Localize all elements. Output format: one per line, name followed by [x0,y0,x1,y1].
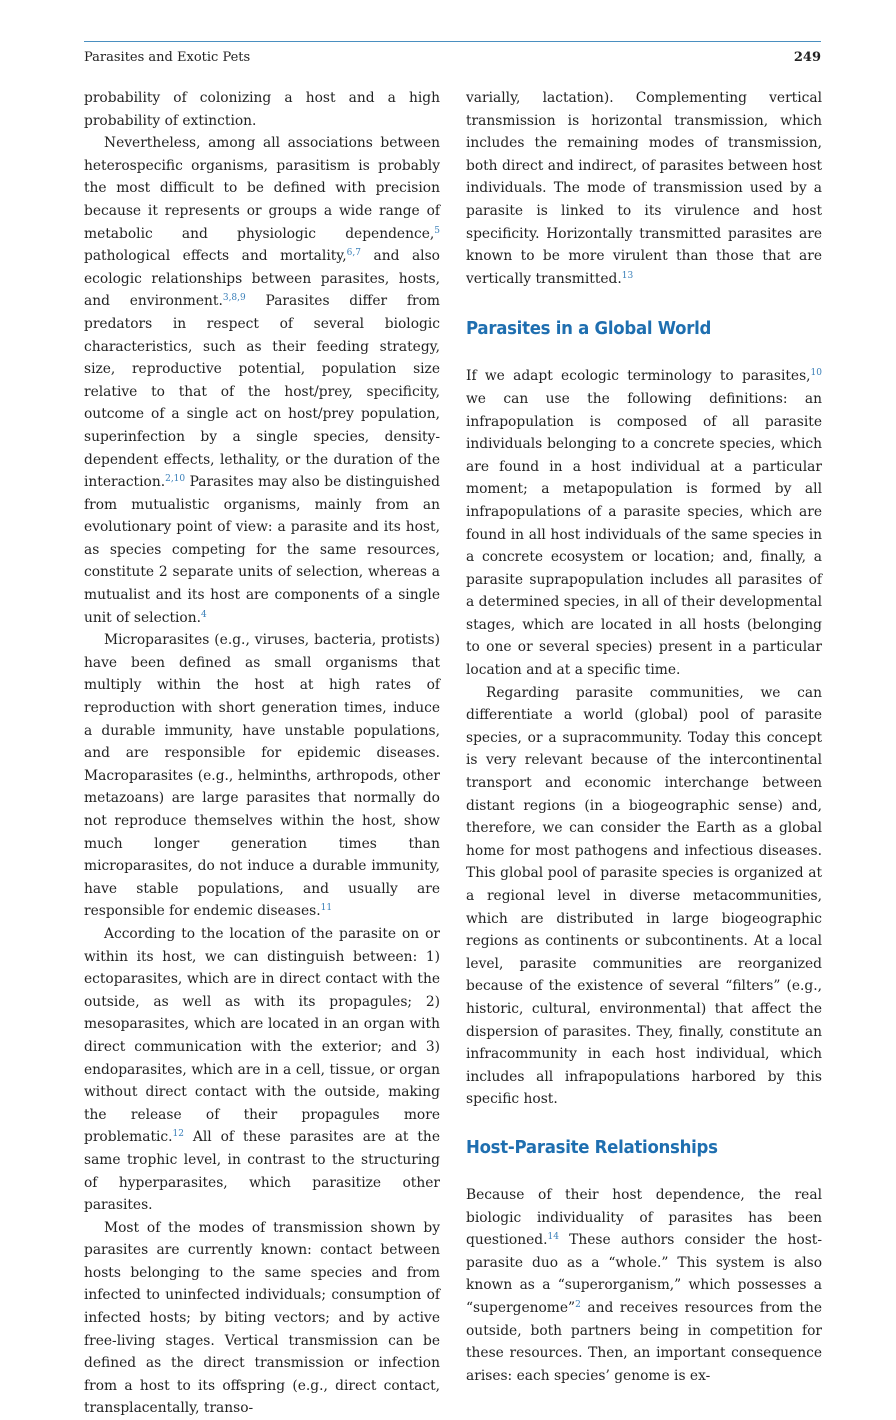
left-column [84,87,440,1420]
citation[interactable]: 3,8,9 [222,293,246,304]
header-rule [84,41,821,42]
citation[interactable]: 5 [434,225,440,236]
paragraph: Regarding parasite communities, we can differentiate a world (global) pool of parasite species, or a supracommunity. Today this concept is very relevant because of the intercontinental transport and economic interchange between distant regions (in a biogeographic sense) and, therefore, we can consider the Earth as a global home for most pathogens and infectious diseases. This global pool of parasite species is organized at a regional level in diverse metacommunities, which are distributed in large biogeographic regions as continents or subcontinents. At a local level, parasite communities are reorganized because of the existence of several “filters” (e.g., historic, cultural, environmental) that affect the dispersion of parasites. They, finally, constitute an infracommunity in each host individual, which includes all infrapopulations harbored by this specific host. [466,684,822,1108]
paragraph: Microparasites (e.g., viruses, bacteria, protists) have been defined as small organisms that multiply within the host at high rates of reproduction with short generation times, induce a durable immunity, have unstable populations, and are responsible for epidemic diseases. Macroparasites (e.g., helminths, arthropods, other metazoans) are large parasites that normally do not reproduce themselves within the host, show much longer generation times than microparasites, do not induce a durable immunity, have stable populations, and usually are responsible for endemic diseases.$^{11}$ [84,632,440,920]
paragraph: probability of colonizing a host and a high probability of extinction. [84,90,440,129]
section-heading-global-world: Parasites in a Global World [466,318,712,340]
paragraph: According to the location of the parasite on or within its host, we can distinguish between: 1) ectoparasites, which are in direct contact with the outside, as well as with its propagules; 2) mesoparasites, which are located in an organ with direct communication with the exterior; and 3) endoparasites, which are in a cell, tissue, or organ without direct contact with the outside, making the release of their propagules more problematic.$^{12}$ All of these parasites are at the same trophic level, in contrast to the structuring of hyperparasites, which parasitize other parasites. [84,925,440,1214]
right-column [466,87,822,1387]
citation[interactable]: 2 [575,1299,581,1310]
paragraph: varially, lactation). Complementing vertical transmission is horizontal transmission, which includes the remaining modes of transmission, both direct and indirect, of parasites between host individuals. The mode of transmission used by a parasite is linked to its virulence and host specificity. Horizontally transmitted parasites are known to be more virulent than those that are vertically transmitted.$^{13}$ [466,90,822,287]
page-number: 249 [793,50,821,65]
citation[interactable]: 2,10 [165,474,186,485]
paragraph: Because of their host dependence, the real biologic individuality of parasites has been questioned.$^{14}$ These authors consider the host-parasite duo as a “whole.” This system is also known as a “superorganism,” which possesses a “supergenome”$^2$ and receives resources from the outside, both partners being in competition for these resources. Then, an important consequence arises: each species’ genome is ex- [466,1186,822,1384]
running-header [84,50,821,70]
citation[interactable]: 4 [201,609,207,620]
paragraph: If we adapt ecologic terminology to parasites,$^{10}$ we can use the following definitions: an infrapopulation is composed of all parasite individuals belonging to a concrete species, which are found in a host individual at a particular moment; a metapopulation is formed by all infrapopulations of a parasite species, which are found in all host individuals of the same species in a concrete ecosystem or location; and, finally, a parasite suprapopulation includes all parasites of a determined species, in all of their developmental stages, which are located in all hosts (belonging to one or several species) present in a particular location and at a specific time. [466,368,822,679]
paragraph: Most of the modes of transmission shown by parasites are currently known: contact between hosts belonging to the same species and from infected to uninfected individuals; consumption of infected hosts; by biting vectors; and by active free-living stages. Vertical transmission can be defined as the direct transmission or infection from a host to its offspring (e.g., direct contact, transplacentally, transo- [84,1219,440,1417]
citation[interactable]: 14 [547,1232,559,1243]
citation[interactable]: 6,7 [346,248,361,259]
citation[interactable]: 12 [172,1129,184,1140]
citation[interactable]: 11 [320,903,333,914]
citation[interactable]: 10 [810,368,822,379]
paragraph: Nevertheless, among all associations between heterospecific organisms, parasitism is probably the most difficult to be defined with precision because it represents or groups a wide range of metabolic and physiologic dependence,$^5$ pathological effects and mortality,$^{6,7}$ and also ecologic relationships between parasites, hosts, and environment.$^{3,8,9}$ Parasites differ from predators in respect of several biologic characteristics, such as their feeding strategy, size, reproductive potential, population size relative to that of the host/prey, specificity, outcome of a single act on host/prey population, superinfection by a single species, density-dependent effects, lethality, or the duration of the interaction.$^{2,10}$ Parasites may also be distinguished from mutualistic organisms, mainly from an evolutionary point of view: a parasite and its host, as species competing for the same resources, constitute 2 separate units of selection, whereas a mutualist and its host are components of a single unit of selection.$^4$ [84,135,440,626]
citation[interactable]: 13 [621,270,634,281]
running-title: Parasites and Exotic Pets [84,50,251,65]
section-heading-host-parasite: Host-Parasite Relationships [466,1136,718,1158]
